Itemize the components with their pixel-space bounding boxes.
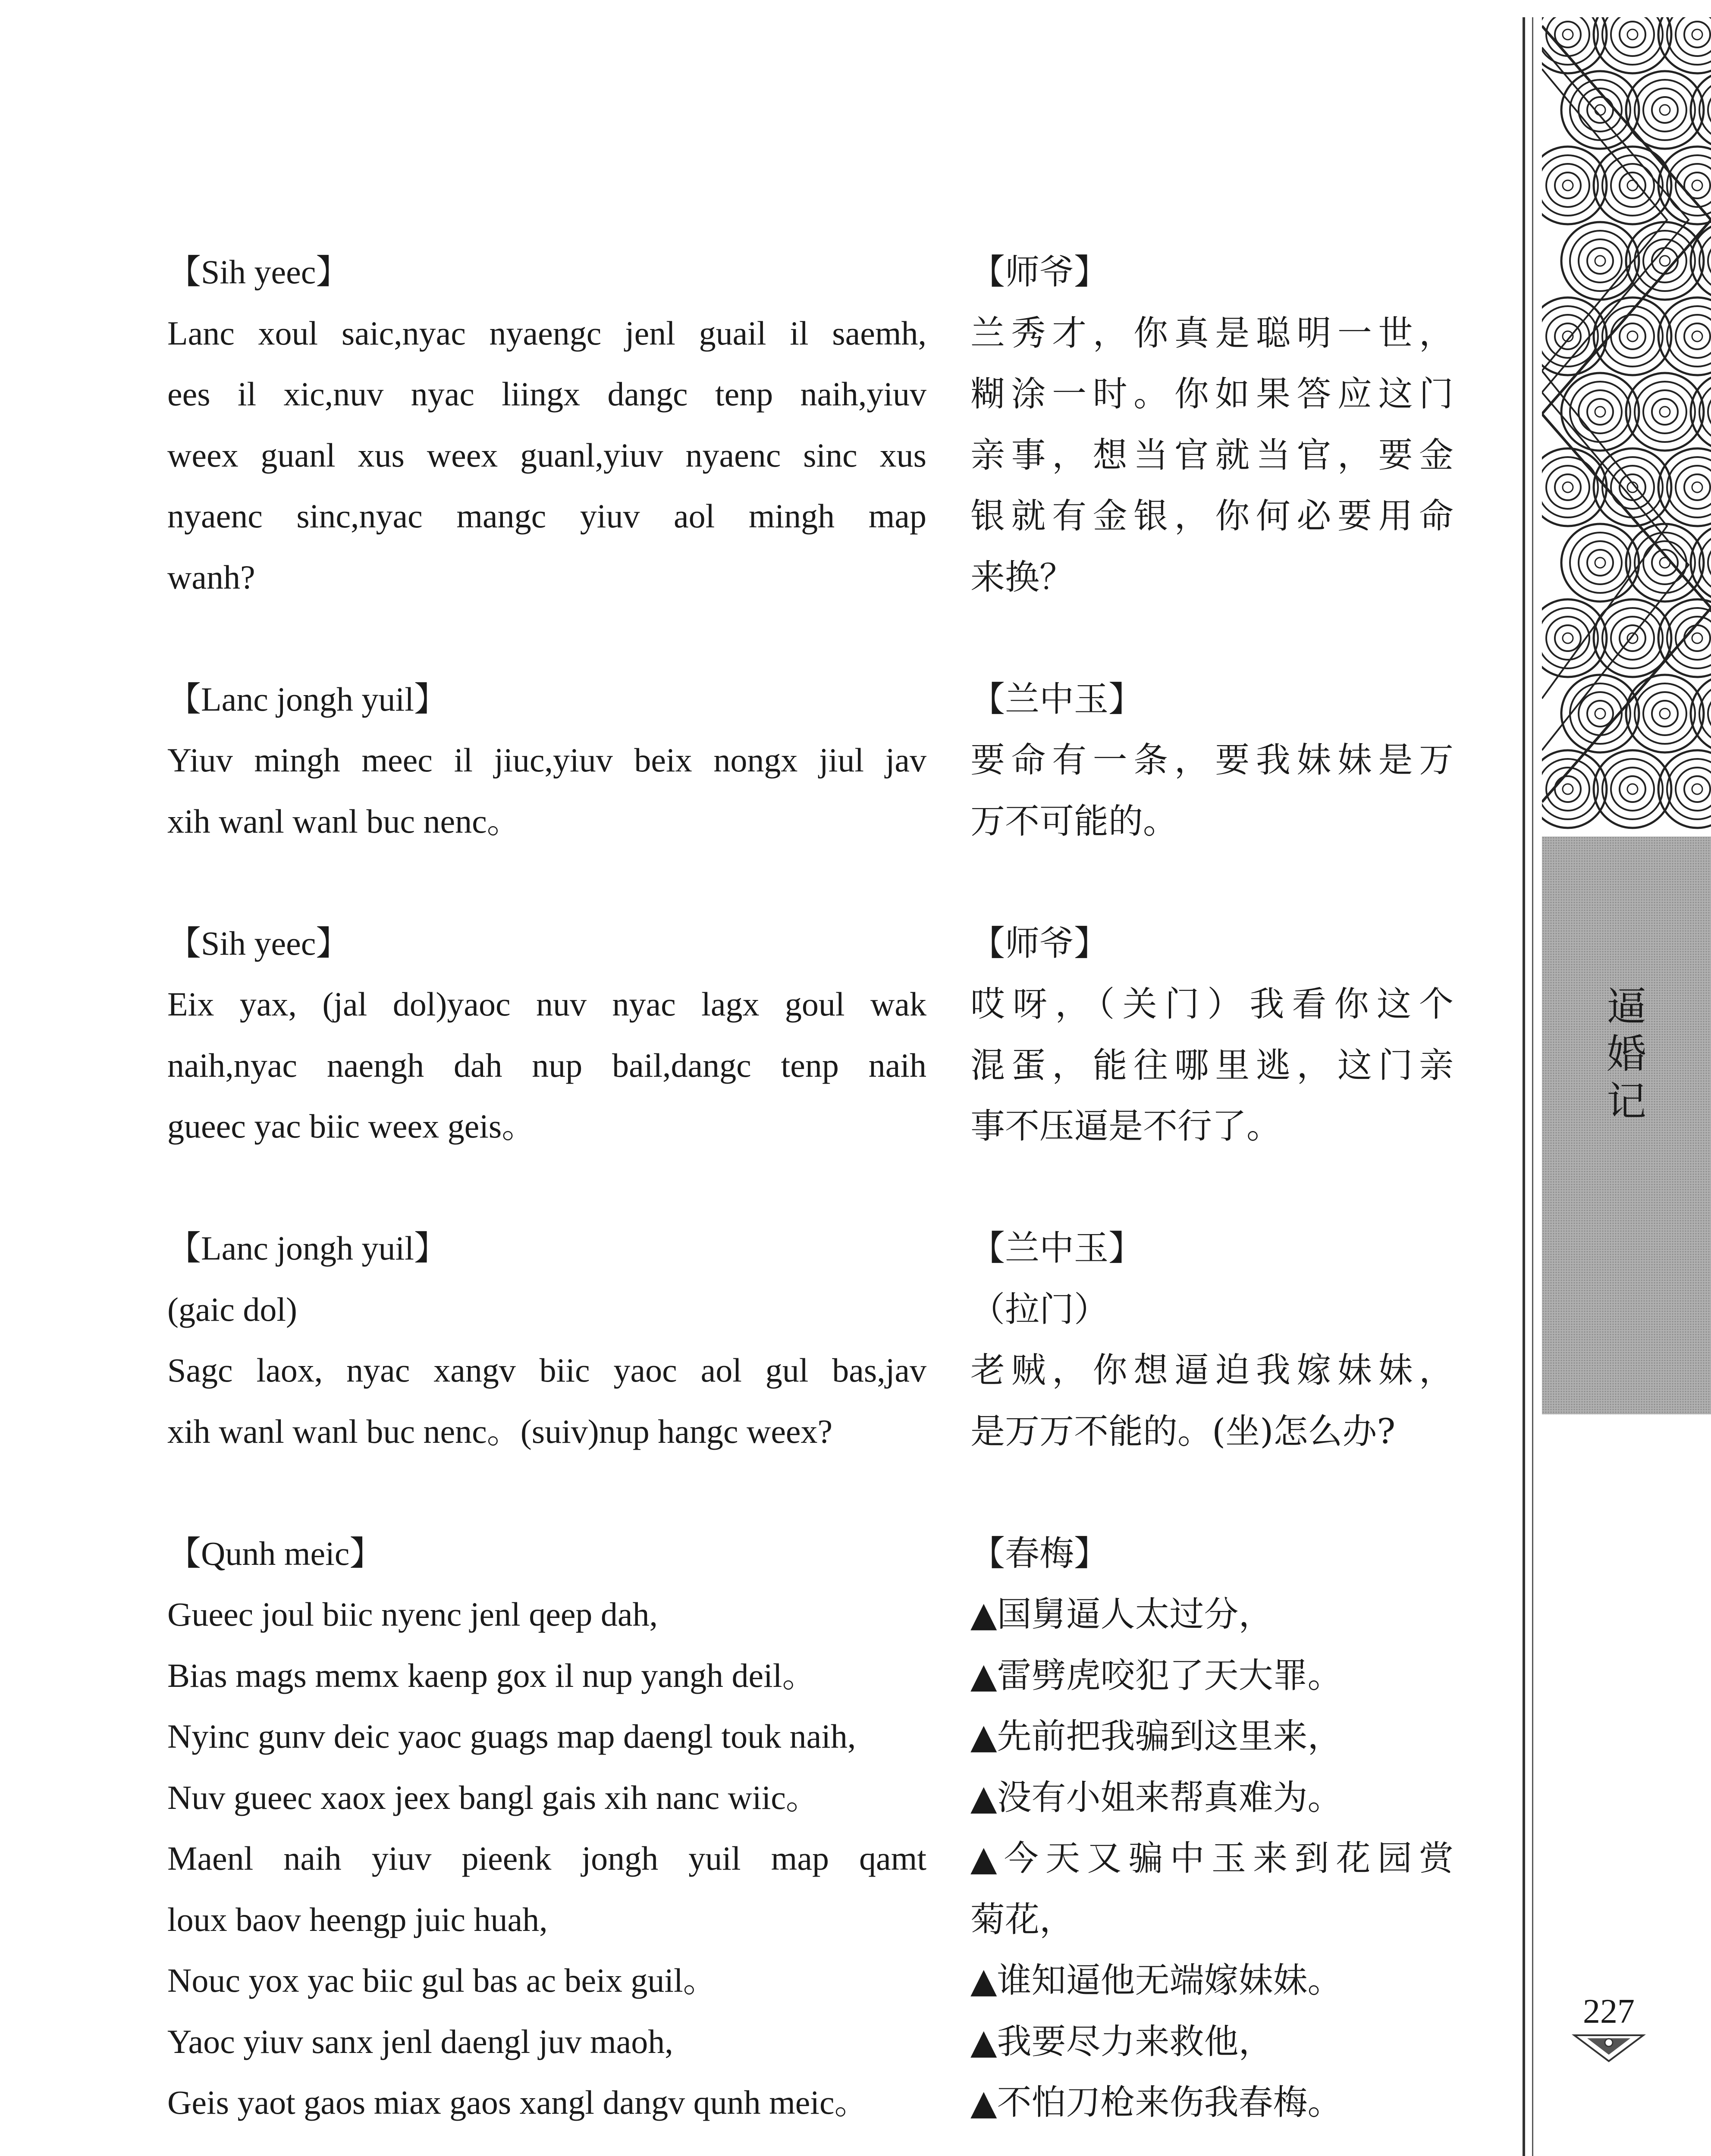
speaker-label: 【师爷】 bbox=[970, 923, 1108, 963]
dialogue-line: ▲雷劈虎咬犯了天大罪。 bbox=[970, 1655, 1342, 1695]
dialogue-line: 哎呀，（关门）我看你这个 bbox=[970, 984, 1454, 1024]
chapter-title-char: 逼 bbox=[1606, 984, 1646, 1030]
dialogue-line: 来换？ bbox=[970, 557, 1074, 597]
page-number: 227 bbox=[1583, 1993, 1635, 2031]
dialogue-line: 混蛋，能往哪里逃，这门亲 bbox=[970, 1045, 1454, 1085]
dialogue-line: loux baov heengp juic huah, bbox=[167, 1900, 548, 1938]
dialogue-line: ▲今天又骗中玉来到花园赏 bbox=[970, 1838, 1454, 1878]
dialogue-block bbox=[970, 1218, 1454, 1462]
dialogue-line: xih wanl wanl buc nenc。 bbox=[167, 802, 521, 840]
dialogue-line: ▲国舅逼人太过分， bbox=[970, 1594, 1273, 1634]
dialogue-line: nyaenc sinc,nyac mangc yiuv aol mingh map bbox=[167, 497, 926, 535]
dialogue-line: 事不压逼是不行了。 bbox=[970, 1106, 1281, 1146]
chapter-title-char: 记 bbox=[1606, 1078, 1646, 1125]
dialogue-line: 老贼，你想逼迫我嫁妹妹， bbox=[970, 1350, 1454, 1390]
dialogue-line: ▲谁知逼他无端嫁妹妹。 bbox=[970, 1960, 1342, 2000]
dialogue-block bbox=[167, 241, 926, 608]
dialogue-line: Yiuv mingh meec il jiuc,yiuv beix nongx jiul jav bbox=[167, 741, 926, 779]
dialogue-block bbox=[167, 913, 926, 1157]
romanized-text-column bbox=[167, 241, 926, 2156]
page-number-ornament-icon bbox=[1570, 2033, 1648, 2063]
speaker-label: 【Qunh meic】 bbox=[167, 1534, 383, 1572]
dialogue-block bbox=[167, 1218, 926, 1462]
speaker-label: 【兰中玉】 bbox=[970, 679, 1143, 719]
dialogue-line: 糊涂一时。你如果答应这门 bbox=[970, 374, 1454, 414]
speaker-label: 【Sih yeec】 bbox=[167, 253, 350, 291]
dialogue-line: 银就有金银，你何必要用命 bbox=[970, 496, 1454, 536]
dialogue-line: (gaic dol) bbox=[167, 1290, 298, 1328]
dialogue-line: Yaoc yiuv sanx jenl daengl juv maoh, bbox=[167, 2022, 673, 2060]
dialogue-line: gueec yac biic weex geis。 bbox=[167, 1107, 536, 1145]
margin-rule-thin bbox=[1532, 17, 1533, 2156]
dialogue-line: Nyinc gunv deic yaoc guags map daengl touk naih, bbox=[167, 1717, 856, 1755]
dialogue-block bbox=[970, 913, 1454, 1157]
dialogue-line: ▲不怕刀枪来伤我春梅。 bbox=[970, 2082, 1342, 2122]
dialogue-line: ▲没有小姐来帮真难为。 bbox=[970, 1777, 1342, 1818]
chinese-text-column bbox=[970, 241, 1454, 2156]
speaker-label: 【Sih yeec】 bbox=[167, 924, 350, 962]
dialogue-block bbox=[970, 241, 1454, 608]
dialogue-block bbox=[970, 1523, 1454, 2133]
dialogue-line: Geis yaot gaos miax gaos xangl dangv qunh meic。 bbox=[167, 2084, 868, 2121]
speaker-label: 【兰中玉】 bbox=[970, 1228, 1143, 1268]
dialogue-line: Nouc yox yac biic gul bas ac beix guil。 bbox=[167, 1962, 717, 1999]
chapter-title-char: 婚 bbox=[1606, 1031, 1646, 1077]
dialogue-line: xih wanl wanl buc nenc。(suiv)nup hangc weex? bbox=[167, 1412, 833, 1450]
dialogue-line: 万不可能的。 bbox=[970, 801, 1177, 841]
dialogue-line: wanh? bbox=[167, 558, 255, 596]
dialogue-line: 亲事，想当官就当官，要金 bbox=[970, 435, 1454, 475]
dialogue-block bbox=[970, 669, 1454, 852]
dialogue-line: 是万万不能的。(坐)怎么办? bbox=[970, 1411, 1396, 1451]
dialogue-line: Sagc laox, nyac xangv biic yaoc aol gul bas,jav bbox=[167, 1351, 926, 1389]
dialogue-line: （拉门） bbox=[970, 1289, 1108, 1329]
speaker-label: 【Lanc jongh yuil】 bbox=[167, 680, 448, 718]
dialogue-line: Lanc xoul saic,nyac nyaengc jenl guail il saemh, bbox=[167, 314, 926, 352]
dialogue-block bbox=[167, 1523, 926, 2133]
dialogue-line: Bias mags memx kaenp gox il nup yangh deil。 bbox=[167, 1656, 816, 1694]
dialogue-line: Maenl naih yiuv pieenk jongh yuil map qamt bbox=[167, 1839, 926, 1877]
speaker-label: 【春梅】 bbox=[970, 1533, 1108, 1573]
dialogue-line: naih,nyac naengh dah nup bail,dangc tenp naih bbox=[167, 1046, 926, 1084]
dialogue-line: ees il xic,nuv nyac liingx dangc tenp naih,yiuv bbox=[167, 375, 926, 413]
speaker-label: 【Lanc jongh yuil】 bbox=[167, 1229, 448, 1267]
dialogue-line: ▲先前把我骗到这里来， bbox=[970, 1716, 1342, 1756]
dialogue-line: 兰秀才，你真是聪明一世， bbox=[970, 313, 1454, 353]
dialogue-line: Gueec joul biic nyenc jenl qeep dah, bbox=[167, 1595, 658, 1633]
dialogue-line: 菊花， bbox=[970, 1899, 1074, 1940]
dialogue-line: 要命有一条，要我妹妹是万 bbox=[970, 740, 1454, 780]
dialogue-line: Nuv gueec xaox jeex bangl gais xih nanc wiic。 bbox=[167, 1778, 819, 1816]
chapter-tab bbox=[1542, 837, 1711, 1414]
chapter-title bbox=[1542, 983, 1711, 1125]
dialogue-line: Eix yax, (jal dol)yaoc nuv nyac lagx goul wak bbox=[167, 985, 926, 1023]
margin-rule-thick bbox=[1523, 17, 1525, 2156]
cloud-pattern-ornament bbox=[1542, 17, 1711, 837]
dialogue-block bbox=[167, 669, 926, 852]
dialogue-line: weex guanl xus weex guanl,yiuv nyaenc sinc xus bbox=[167, 436, 926, 474]
speaker-label: 【师爷】 bbox=[970, 252, 1108, 292]
dialogue-line: ▲我要尽力来救他， bbox=[970, 2021, 1273, 2062]
